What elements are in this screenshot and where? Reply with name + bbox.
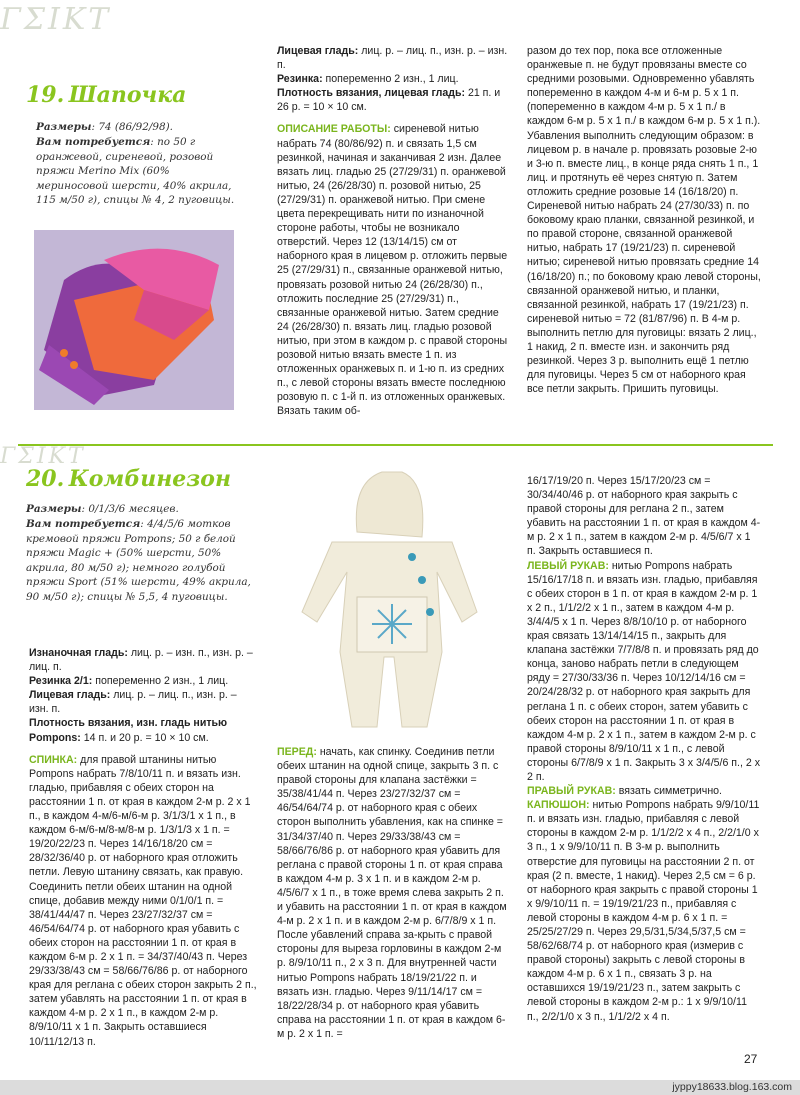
page-number: 27 xyxy=(744,1052,758,1066)
section-19-heading xyxy=(26,82,186,108)
hood-label: КАПЮШОН: xyxy=(527,799,590,812)
section-20-column-1 xyxy=(29,646,259,1049)
hood xyxy=(527,798,761,1024)
back-label: СПИНКА: xyxy=(29,753,78,766)
front-text: начать, как спинку. Соединив петли обеих штанин на одной спице, закрыть 3 п. с правой стороны для клапана застёжки = 35/38/41/44 п. Через 23/27/32/37 см = 46/54/64/74 р. от наборного края с обеих сторон выполнить убавления, как на спинке = 31/34/37/40 п. Через 29/33/38/43 см = 58/66/76/86 р. от наборного края убавить для реглана с правой стороны 1 п. от края справа в каждом 4-м р. 3 х 1 п. и в каждом 2-м р. 4/5/6/7 х 1 п., в тоже время слева закрыть 2 п. и убавить на расстоянии 1 п. от края в каждом 4-м р. 2 х 1 п. и в каждом 2-м р. 6/7/8/9 х 1 п. После убавлений справа за-крыть с правой стороны для выреза горловины в каждом 2-м р. 8/9/10/11 п., 2 х 3 п. Для внутренней части нитью Pompons набрать 18/19/21/22 п. и вязать изн. гладью. Через 9/11/14/17 см = 18/22/28/34 р. от наборного края убавить справа на расстоянии 1 п. от края в каждом 6-м р. 2 х 1 п. = xyxy=(277,746,507,1040)
description-label: ОПИСАНИЕ РАБОТЫ: xyxy=(277,123,391,136)
hood-text: нитью Pompons набрать 9/9/10/11 п. и вязать изн. гладью, прибавляя с левой стороны в каждом 2-м р. 1/1/2/2 х 4 п., 2/2/1/0 х 3 п., 1 х 9/9/10/11 п. В 3-м р. выполнить отверстие для пуговицы на расстоянии 2 п. от края (2 п. вместе, 1 накид). Через 2,5 см = 6 р. от наборного края закрыть с правой стороны 1 х 9/9/10/11 п. = 19/19/21/23 п., прибавляя с левой стороны в каждом 4-м р. 6 х 1 п. = 25/25/27/29 п. Через 29,5/31,5/34,5/37,5 см = 58/62/68/74 р. от наборного края (измерив с правой стороны) закрыть с левой стороны в каждом 4-м р. 6 х 1 п., связать 3 р. на оставшихся 19/19/21/23 п., затем закрыть с левой стороны в каждом 2-м р.: 1 х 9/9/10/11 п., 2/2/1/0 х 3 п., 1/1/2/2 х 4 п. xyxy=(527,799,760,1023)
front-instructions xyxy=(277,745,510,1041)
need-label: Вам потребуется xyxy=(36,135,151,148)
back-text: для правой штанины нитью Pompons набрать 7/8/10/11 п. и вязать изн. гладью, прибавляя с обеих сторон на расстоянии 1 п. от края в каждом 2-м р. 2 х 1 п., в каждом 4-м/6-м/6-м р. 3/1/3/1 х 1 п., в каждом 6-м/6-м/8-м/8-м р. 1/3/1/3 х 1 п. = 19/20/22/23 п. Через 14/16/18/20 см = 28/32/36/40 р. от наборного края отложить петли. Левую штанину связать, как правую. Соединить петли обеих штанин на одной спице, добавив между ними 0/1/0/1 п. = 38/41/44/47 п. Через 23/27/32/37 см = 46/54/64/74 р. от наборного края убавить с обеих сторон на расстоянии 1 п. от края в каждом 6-м р. 2 х 1 п. = 34/37/40/43 п. Через 29/33/38/43 см = 58/66/76/86 р. от наборного края для реглана с обеих сторон закрыть 2 п., затем убавлять на расстоянии 1 п. от края в каждом 4-м р. 2 х 1 п., в каждом 2-м р. 8/9/10/11 х 1 п. Закрыть оставшиеся 10/11/12/13 п. xyxy=(29,753,257,1048)
section-title: Шапочка xyxy=(68,82,187,108)
need-label: Вам потребуется xyxy=(26,517,141,530)
section-20-heading xyxy=(26,466,231,492)
stitch-label: Резинка: xyxy=(277,73,323,86)
stitch-line xyxy=(277,72,510,86)
stitch-label: Плотность вязания, лицевая гладь: xyxy=(277,87,465,100)
sizes-label: Размеры xyxy=(26,503,82,516)
section-19-column-2 xyxy=(277,44,510,418)
stitch-label: Лицевая гладь: xyxy=(29,689,111,702)
right-sleeve xyxy=(527,784,761,798)
left-sleeve xyxy=(527,559,761,785)
stitch-label: Лицевая гладь: xyxy=(277,45,359,57)
stitch-value: лиц. р. – лиц. п., изн. р. – изн. п. xyxy=(277,45,508,72)
stitch-value: 14 п. и 20 р. = 10 × 10 см. xyxy=(80,731,209,744)
front-continued: 16/17/19/20 п. Через 15/17/20/23 см = 30/34/40/46 р. от наборного края закрыть с правой стороны для реглана 2 п., затем убавить на расстоянии 1 п. от края в каждом 4-м р. 2 х 1 п., затем в каждом 2-м р. 4/5/6/7 х 1 п. Закрыть оставшиеся п. xyxy=(527,475,761,558)
stitch-value: 21 п. и 26 р. = 10 × 10 см. xyxy=(277,87,501,114)
section-19-materials xyxy=(36,120,244,208)
section-20-column-3 xyxy=(527,474,761,1024)
section-number: 19. xyxy=(26,82,65,108)
front-label: ПЕРЕД: xyxy=(277,746,317,758)
stitch-label: Изнаночная гладь: xyxy=(29,647,128,659)
section-title: Комбинезон xyxy=(68,466,232,492)
right-sleeve-label: ПРАВЫЙ РУКАВ: xyxy=(527,785,616,798)
section-20-decoration: ΓΣΙΚΤ xyxy=(0,444,86,468)
sizes-value: : 74 (86/92/98). xyxy=(91,121,173,134)
need-value: : по 50 г оранжевой, сиреневой, розовой пряжи Merino Mix (60% мериносовой шерсти, 40% акрила, 115 м/50 г), спицы № 4, 2 пуговицы. xyxy=(36,135,235,207)
left-sleeve-text: нитью Pompons набрать 15/16/17/18 п. и вязать изн. гладью, прибавляя с обеих сторон в 1 п. от края в каждом 2-м р. 1 х 2 п., 1/1/2/2 х 1 п., затем в каждом 4-м р. 3/4/4/5 х 1 п. Через 8/8/10/10 р. от наборного края связать 13/14/14/15 п., закрыть для клапана застёжки 7/7/8/8 п. и провязать ряд до конца, заново набрать петли в следующем ряду = 27/30/33/36 п. Через 10/12/14/16 см = 20/24/28/32 р. от наборного края закрыть для реглана 1 п. с обеих сторон, затем убавить с обеих сторон на расстоянии 1 п. от края в каждом 4-м р. 2 х 1 п., затем в каждом 2-м р. с правой стороны 8/9/10/11 х 1 п., с левой стороны 6/7/8/9 х 1 п. Закрыть 3 х 3/4/5/6 п., 2 х 2 п. xyxy=(527,559,761,783)
stitch-line xyxy=(29,646,259,674)
back-instructions xyxy=(29,753,259,1049)
header-decoration: ΓΣΙΚΤ xyxy=(0,2,112,37)
section-20-materials xyxy=(26,502,258,604)
section-19-column-3: разом до тех пор, пока все отложенные оранжевые п. не будут провязаны вместе со средними розовыми. Одновременно убавлять попеременно в каждом 4-м и 6-м р. 5 х 1 п. (попеременно в каждом 4-м р. 5 х 1 п./ в каждом 6-м р. 5 х 1 п./ в каждом 6-м р. 5 х 1 п.). Убавления выполнить следующим образом: в лицевом р. в начале р. провязать розовые 2-ю и 3-ю п. вместе лиц., в конце ряда снять 1 п., 1 лиц. и протянуть её через снятую п. Затем отложить средние розовые 14 (16/18/20) п. Сиреневой нитью набрать 24 (27/30/33) п. по боковому краю планки, связанной резинкой, и по правой стороне, связанной оранжевой нитью, набрать 17 (19/21/23) п. сиреневой нитью; сиреневой нитью провязать средние 14 (16/18/20) п.; по боковому краю левой стороны, связанной оранжевой нитью, и планки, связанной резинкой, набрать 17 (19/21/23) п. сиреневой нитью = 72 (81/87/96) п. В 4-м р. выполнить петлю для пуговицы: вязать 2 лиц., 1 накид, 2 п. вместе изн. и закончить ряд резинкой. Через 3 р. выполнить ещё 1 петлю для пуговицы. Через 5 см от наборного края все петли закрыть. Пришить пуговицы. xyxy=(527,45,761,396)
sizes-value: : 0/1/3/6 месяцев. xyxy=(81,503,179,516)
stitch-value: попеременно 2 изн., 1 лиц. xyxy=(92,675,229,688)
sizes-label: Размеры xyxy=(36,121,92,134)
need-value: : 4/4/5/6 мотков кремовой пряжи Pompons; 50 г белой пряжи Magic + (50% шерсти, 50% акрила, 80 м/50 г); немного голубой пряжи Sport (51% шерсти, 49% акрила, 90 м/50 г); спицы № 5,5, 4 пуговицы. xyxy=(26,517,251,603)
stitch-line xyxy=(29,688,259,716)
stitch-value: лиц. р. – изн. п., изн. р. – лиц. п. xyxy=(29,647,253,674)
right-sleeve-text: вязать симметрично. xyxy=(615,785,723,798)
stitch-line xyxy=(29,716,259,744)
stitch-line xyxy=(277,44,510,72)
description xyxy=(277,122,510,418)
stitch-label: Резинка 2/1: xyxy=(29,675,93,688)
jumpsuit-illustration xyxy=(262,462,520,734)
section-number: 20. xyxy=(26,466,65,492)
stitch-value: попеременно 2 изн., 1 лиц. xyxy=(322,73,459,86)
hat-illustration xyxy=(34,230,234,410)
stitch-value: лиц. р. – лиц. п., изн. р. – изн. п. xyxy=(29,689,237,716)
left-sleeve-label: ЛЕВЫЙ РУКАВ: xyxy=(527,559,609,572)
hat-photo xyxy=(34,230,234,410)
stitch-line xyxy=(277,86,510,114)
stitch-line xyxy=(29,674,259,688)
footer-watermark: jyppy18633.blog.163.com xyxy=(0,1080,800,1095)
description-text: сиреневой нитью набрать 74 (80/86/92) п. и связать 1,5 см резинкой, начиная и заканчивая 2 изн. Далее вязать лиц. гладью 25 (27/29/31) п. оранжевой нитью, 24 (26/28/30) п. розовой нитью, 25 (27/29/31) п. оранжевой нитью. При смене цвета перекрещивать нити по изнаночной стороне работы, чтобы не возникало отверстий. Через 12 (13/14/15) см от наборного края в лицевом р. отложить первые 25 (27/29/31) п., связанные оранжевой нитью, провязать розовой нитью 24 (26/28/30) п., отложить последние 25 (27/29/31) п., связанные оранжевой нитью. Затем средние 24 (26/28/30) п. вязать лиц. гладью розовой нитью, при этом в каждом р. с правой стороны розовой нитью вязать вместе 1 п. из отложенных оранжевых п. и 1-ю п. из средних п., с левой стороны вязать вместе последнюю розовую п. с 1-й п. из отложенных оранжевых. Вязать таким об- xyxy=(277,123,508,418)
stitch-label: Плотность вязания, изн. гладь нитью Pompons: xyxy=(29,717,228,744)
jumpsuit-photo xyxy=(262,462,520,734)
